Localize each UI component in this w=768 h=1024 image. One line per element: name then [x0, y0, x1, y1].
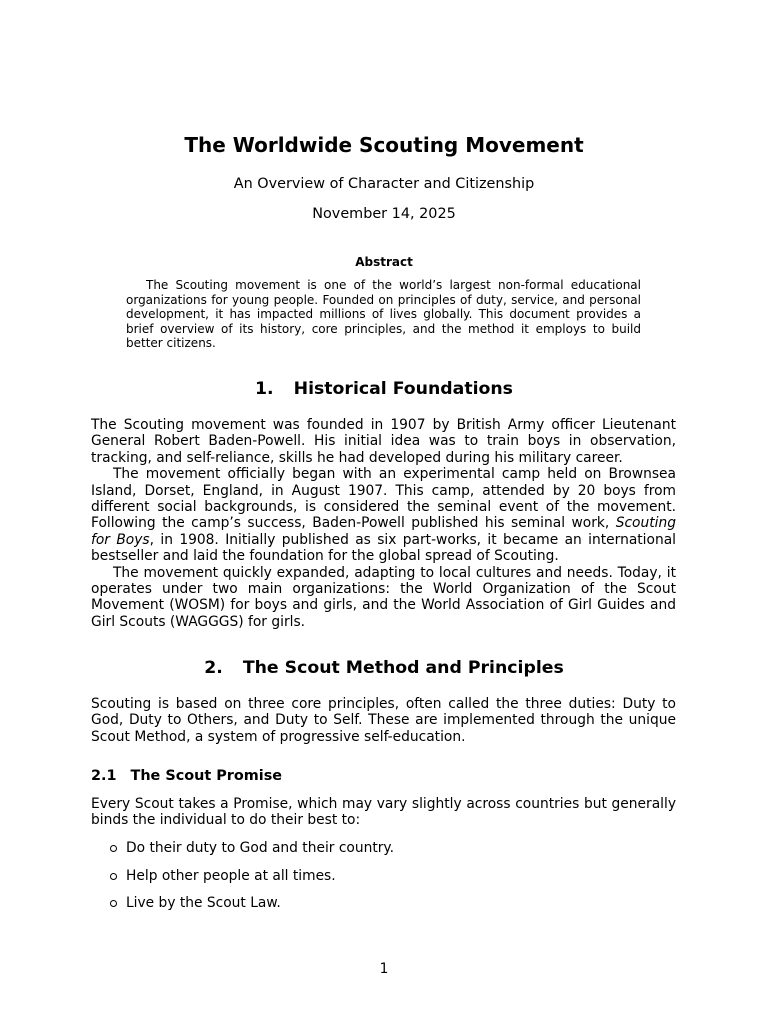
section-2-number: 2. — [204, 658, 223, 678]
bullet-circle-icon — [110, 900, 117, 907]
subsection-2-1-title: The Scout Promise — [130, 768, 283, 784]
section-1-paragraph-2 — [91, 466, 676, 564]
section-2-heading — [0, 656, 768, 680]
section-1-number: 1. — [255, 379, 274, 399]
section-2-paragraph-1: Scouting is based on three core principles, often called the three duties: Duty to God, Duty to Others, and Duty to Self. These are implemented through the unique Scout Method, a system of progressive self-education. — [91, 696, 676, 745]
list-item — [110, 840, 670, 868]
document-subtitle: An Overview of Character and Citizenship — [233, 176, 535, 192]
section-1-title: Historical Foundations — [293, 379, 513, 399]
section-1-heading — [0, 377, 768, 401]
document-title: The Worldwide Scouting Movement — [184, 133, 584, 157]
list-item — [110, 895, 670, 923]
page-number: 1 — [379, 961, 389, 977]
list-item — [110, 868, 670, 896]
list-item-text: Do their duty to God and their country. — [126, 840, 395, 856]
section-2-title: The Scout Method and Principles — [242, 658, 564, 678]
subsection-2-1-number: 2.1 — [91, 768, 117, 784]
section-1-body — [91, 417, 676, 630]
subsection-2-1-heading — [91, 766, 282, 786]
subsection-2-1-paragraph-1: Every Scout takes a Promise, which may vary slightly across countries but generally binds the individual to do their best to: — [91, 796, 676, 829]
abstract-text: The Scouting movement is one of the world’s largest non-formal educational organizations for young people. Founded on principles of duty, service, and personal development, it has impacted millions of lives globally. This document provides a brief overview of its history, core principles, and the method it employs to build better citizens. — [126, 278, 641, 351]
section-1-paragraph-2-start: The movement officially began with an experimental camp held on Brownsea Island, Dorset, England, in August 1907. This camp, attended by 20 boys from different social backgrounds, is considered the seminal event of the movement. Following the camp’s success, Baden-Powell published his seminal work, — [91, 466, 676, 532]
list-item-text: Help other people at all times. — [126, 867, 336, 884]
section-1-paragraph-3: The movement quickly expanded, adapting to local cultures and needs. Today, it operates under two main organizations: the World Organization of the Scout Movement (WOSM) for boys and girls, and the World Association of Girl Guides and Girl Scouts (WAGGGS) for girls. — [91, 564, 676, 630]
promise-list — [110, 840, 670, 923]
list-item-text: Live by the Scout Law. — [126, 895, 281, 911]
bullet-circle-icon — [110, 845, 117, 852]
section-1-paragraph-1: The Scouting movement was founded in 1907 by British Army officer Lieutenant General Robert Baden-Powell. His initial idea was to train boys in observation, tracking, and self-reliance, skills he had developed during his military career. — [91, 417, 676, 466]
section-2-body — [91, 696, 676, 745]
document-date: November 14, 2025 — [312, 206, 456, 222]
subsection-2-1-body — [91, 796, 676, 829]
bullet-circle-icon — [110, 873, 117, 880]
book-title-scouting-for-boys: Scouting for Boys — [91, 515, 676, 548]
section-1-paragraph-2-end: , in 1908. Initially published as six part-works, it became an international bestseller and laid the foundation for the global spread of Scouting. — [91, 531, 676, 565]
abstract-heading: Abstract — [355, 255, 413, 269]
